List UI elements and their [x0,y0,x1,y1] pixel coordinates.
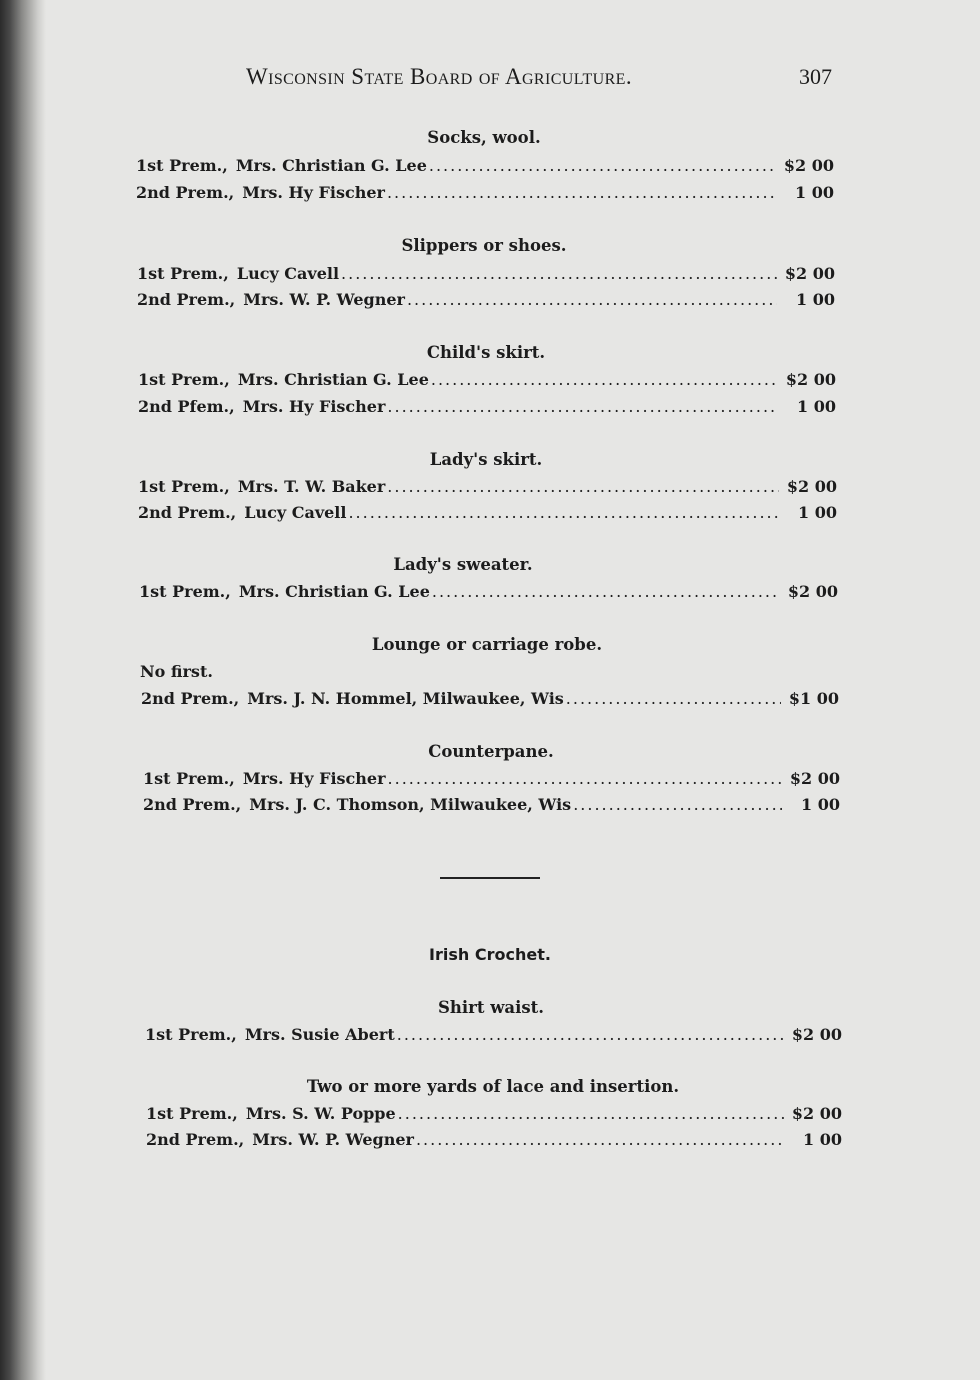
category-title: Shirt waist. [437,998,545,1017]
premium-amount: $2 00 [791,1025,842,1044]
winner-name: Mrs. T. W. Baker [237,477,386,496]
winner-name: Mrs. J. C. Thomson, Milwaukee, Wis [249,795,572,814]
dot-leader [432,582,780,601]
dot-leader [348,503,779,522]
category-title: Lady's skirt. [429,450,543,469]
premium-amount: $2 00 [785,370,836,389]
premium-entry [146,1130,842,1152]
no-award-note: No first. [140,662,213,681]
dot-leader [387,183,776,202]
premium-entry [143,769,840,791]
premium-rank: 2nd Prem., [146,1130,245,1149]
dot-leader [573,795,782,814]
winner-name: Mrs. Hy Fischer [242,769,386,788]
premium-amount: 1 00 [798,503,837,522]
winner-name: Mrs. Christian G. Lee [238,582,430,601]
premium-entry [146,1104,842,1126]
dot-leader [341,264,777,283]
premium-entry [137,290,835,312]
premium-amount: $2 00 [786,477,837,496]
premium-amount: $2 00 [787,582,838,601]
category-title: Lounge or carriage robe. [371,635,603,654]
winner-name: Mrs. W. P. Wegner [252,1130,414,1149]
premium-entry [136,156,834,178]
category-title: Lady's sweater. [393,555,533,574]
premium-amount: $2 00 [783,156,834,175]
premium-entry [138,477,837,499]
dot-leader [398,1104,784,1123]
winner-name: Mrs. Christian G. Lee [237,370,429,389]
category-title: Child's skirt. [426,343,546,362]
premium-amount: 1 00 [803,1130,842,1149]
premium-rank: 1st Prem., [138,477,230,496]
page-number: 307 [799,64,832,89]
premium-rank: 2nd Prem., [141,689,240,708]
dot-leader [416,1130,784,1149]
premium-rank: 1st Prem., [145,1025,237,1044]
premium-rank: 2nd Pfem., [138,397,235,416]
dot-leader [407,290,777,309]
premium-amount: 1 00 [801,795,840,814]
section-title: Irish Crochet. [429,945,551,964]
dot-leader [397,1025,784,1044]
category-title: Slippers or shoes. [401,236,567,255]
premium-entry [138,370,836,392]
section-divider [440,877,540,879]
winner-name: Mrs. S. W. Poppe [245,1104,396,1123]
premium-rank: 2nd Prem., [136,183,235,202]
premium-amount: 1 00 [797,397,836,416]
premium-entry [137,264,835,286]
premium-entry [138,397,836,419]
winner-name: Mrs. Hy Fischer [242,183,385,202]
dot-leader [566,689,781,708]
winner-name: Mrs. Susie Abert [244,1025,395,1044]
premium-entry [139,582,838,604]
premium-amount: $2 00 [784,264,835,283]
premium-entry [136,183,834,205]
winner-name: Mrs. Christian G. Lee [235,156,427,175]
premium-entry [143,795,840,817]
winner-name: Mrs. W. P. Wegner [243,290,405,309]
dot-leader [387,397,778,416]
premium-amount: $2 00 [789,769,840,788]
winner-name: Lucy Cavell [244,503,347,522]
premium-rank: 1st Prem., [143,769,235,788]
premium-amount: $1 00 [788,689,839,708]
winner-name: Mrs. J. N. Hommel, Milwaukee, Wis [247,689,564,708]
premium-amount: $2 00 [791,1104,842,1123]
premium-entry [141,689,839,711]
premium-entry [138,503,837,525]
premium-rank: 1st Prem., [137,264,229,283]
running-title: Wisconsin State Board of Agriculture. [246,64,632,89]
premium-rank: 2nd Prem., [137,290,236,309]
premium-amount: 1 00 [796,290,835,309]
category-title: Counterpane. [428,742,554,761]
premium-rank: 1st Prem., [136,156,228,175]
dot-leader [387,477,779,496]
premium-rank: 2nd Prem., [143,795,242,814]
premium-amount: 1 00 [795,183,834,202]
premium-rank: 1st Prem., [146,1104,238,1123]
category-title: Two or more yards of lace and insertion. [306,1077,680,1096]
category-title: Socks, wool. [427,128,541,147]
premium-entry [145,1025,842,1047]
winner-name: Lucy Cavell [236,264,340,283]
dot-leader [431,370,778,389]
premium-rank: 1st Prem., [138,370,230,389]
premium-rank: 2nd Prem., [138,503,237,522]
premium-rank: 1st Prem., [139,582,231,601]
winner-name: Mrs. Hy Fischer [242,397,386,416]
dot-leader [429,156,776,175]
dot-leader [388,769,782,788]
